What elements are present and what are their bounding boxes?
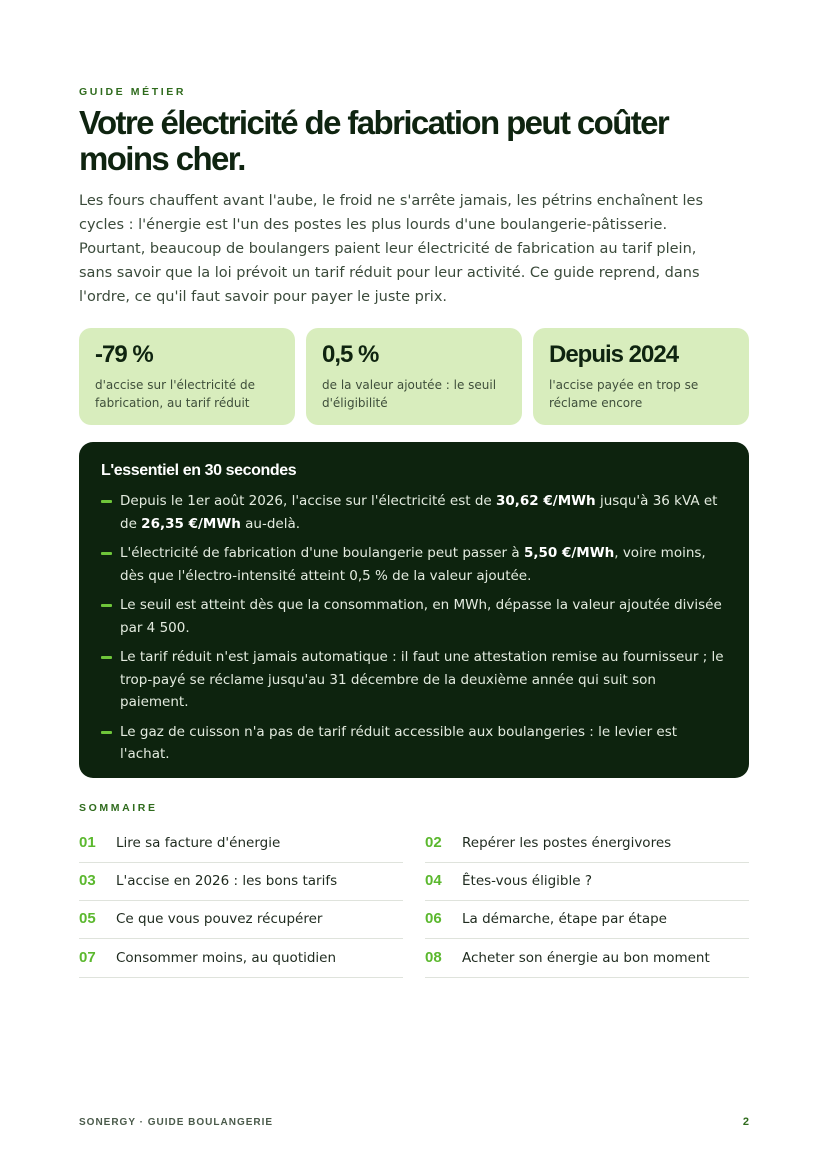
toc-number: 04: [425, 872, 442, 889]
essentials-panel: [79, 442, 749, 778]
rate-value: 30,62 €/MWh: [495, 493, 596, 509]
footer-brand: SONERGY · GUIDE BOULANGERIE: [79, 1117, 274, 1128]
dash-bullet-icon: [101, 656, 112, 659]
toc-number: 06: [425, 910, 442, 927]
toc-text: Lire sa facture d'énergie: [116, 835, 281, 851]
stat-card-accise: [79, 328, 295, 425]
eyebrow-label: GUIDE MÉTIER: [79, 86, 187, 98]
table-of-contents: [79, 825, 749, 979]
toc-label: SOMMAIRE: [79, 802, 158, 814]
toc-item-06[interactable]: [425, 901, 749, 939]
page-title: Votre électricité de fabrication peut coûter moins cher.: [79, 104, 669, 177]
stats-row: [79, 328, 749, 425]
rate-value: 5,50 €/MWh: [523, 545, 615, 561]
toc-text: Êtes-vous éligible ?: [462, 873, 593, 889]
stat-card-depuis: [533, 328, 749, 425]
dash-bullet-icon: [101, 552, 112, 555]
toc-text: Consommer moins, au quotidien: [116, 950, 337, 966]
toc-text: L'accise en 2026 : les bons tarifs: [116, 873, 338, 889]
toc-number: 05: [79, 910, 96, 927]
toc-text: Repérer les postes énergivores: [462, 835, 672, 851]
essentials-item: L'électricité de fabrication d'une boulangerie peut passer à 5,50 €/MWh, voire moins, dès que l'électro-intensité atteint 0,5 % de la valeur ajoutée.: [101, 542, 727, 587]
toc-item-07[interactable]: [79, 940, 403, 978]
toc-item-04[interactable]: [425, 863, 749, 901]
dash-bullet-icon: [101, 604, 112, 607]
page-number: 2: [742, 1116, 749, 1128]
dash-bullet-icon: [101, 500, 112, 503]
toc-item-01[interactable]: [79, 825, 403, 863]
toc-item-03[interactable]: [79, 863, 403, 901]
essentials-item: Depuis le 1er août 2026, l'accise sur l'électricité est de 30,62 €/MWh jusqu'à 36 kVA et de 26,35 €/MWh au-delà.: [101, 490, 727, 535]
toc-text: La démarche, étape par étape: [462, 911, 667, 927]
stat-label: de la valeur ajoutée : le seuil d'éligibilité: [322, 378, 497, 410]
toc-number: 07: [79, 949, 96, 966]
stat-value: 0,5 %: [322, 341, 379, 368]
stat-value: -79 %: [95, 341, 153, 368]
essentials-item: Le seuil est atteint dès que la consommation, en MWh, dépasse la valeur ajoutée divisée par 4 500.: [101, 594, 727, 639]
essentials-title: L'essentiel en 30 secondes: [101, 462, 297, 479]
dash-bullet-icon: [101, 731, 112, 734]
stat-label: l'accise payée en trop se réclame encore: [549, 378, 699, 410]
toc-text: Acheter son énergie au bon moment: [462, 950, 710, 966]
toc-number: 03: [79, 872, 96, 889]
rate-value: 26,35 €/MWh: [141, 515, 241, 532]
toc-number: 02: [425, 834, 442, 851]
essentials-item: Le gaz de cuisson n'a pas de tarif réduit accessible aux boulangeries : le levier est l'achat.: [101, 721, 727, 766]
intro-paragraph: Les fours chauffent avant l'aube, le froid ne s'arrête jamais, les pétrins enchaînent les cycles : l'énergie est l'un des postes les plus lourds d'une boulangerie-pâtisserie. Pourtant, beaucoup de boulangers paient leur électricité de fabrication au tarif plein, sans savoir que la loi prévoit un tarif réduit pour leur activité. Ce guide reprend, dans l'ordre, ce qu'il faut savoir pour payer le juste prix.: [79, 193, 704, 305]
essentials-list: [101, 490, 727, 766]
essentials-item: Le tarif réduit n'est jamais automatique : il faut une attestation remise au fournisseur ; le trop-payé se réclame jusqu'au 31 décembre de la deuxième année qui suit son paiement.: [101, 646, 727, 714]
stat-value: Depuis 2024: [549, 341, 679, 368]
toc-number: 01: [79, 834, 96, 851]
toc-text: Ce que vous pouvez récupérer: [116, 911, 323, 927]
toc-item-05[interactable]: [79, 901, 403, 939]
stat-card-seuil: [306, 328, 522, 425]
toc-item-02[interactable]: [425, 825, 749, 863]
stat-label: d'accise sur l'électricité de fabrication, au tarif réduit: [95, 378, 255, 410]
toc-number: 08: [425, 949, 442, 966]
toc-item-08[interactable]: [425, 940, 749, 978]
